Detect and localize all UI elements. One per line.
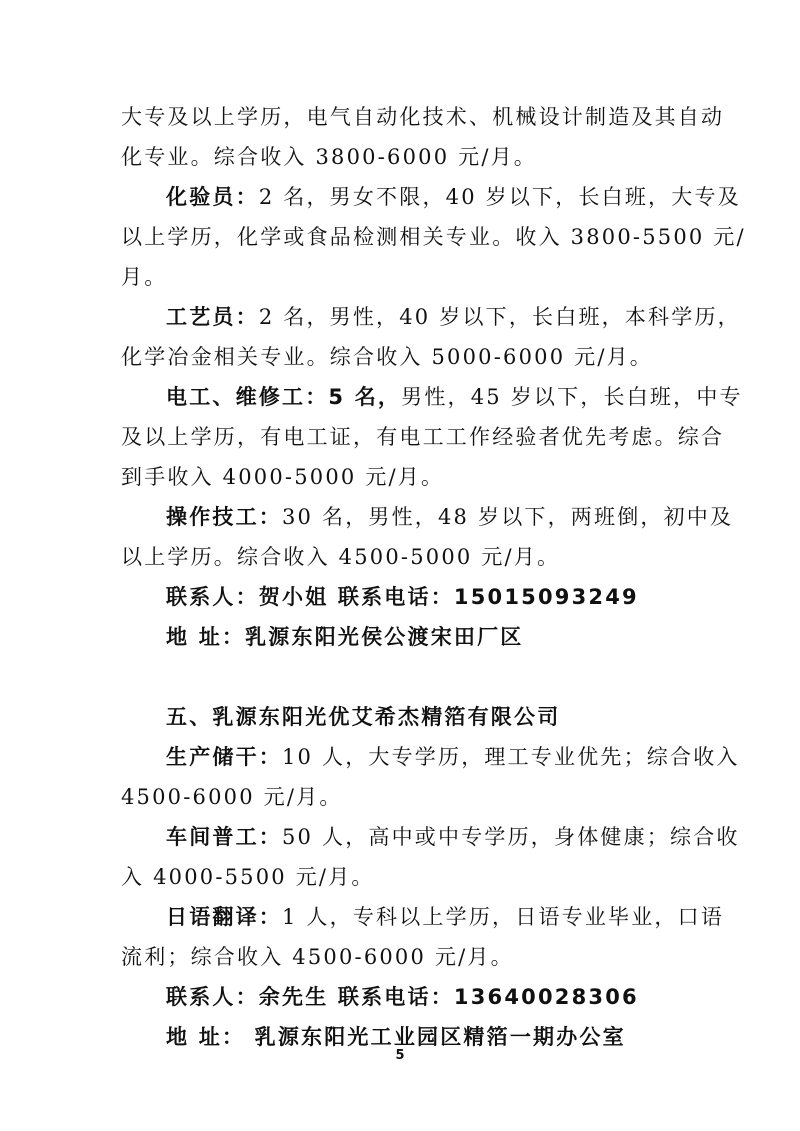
paragraph-line: 流利；综合收入 4500-6000 元/月。 — [121, 945, 514, 969]
paragraph-line: 大专及以上学历，电气自动化技术、机械设计制造及其自动 — [121, 105, 725, 129]
section-heading: 五、乳源东阳光优艾希杰精箔有限公司 — [166, 705, 561, 729]
job-diangong: 电工、维修工：5 名，男性，45 岁以下，长白班，中专 — [166, 385, 743, 409]
address-line: 地 址： 乳源东阳光工业园区精箔一期办公室 — [166, 1025, 626, 1049]
job-shengchanchugan: 生产储干：10 人，大专学历，理工专业优先；综合收入 — [166, 745, 740, 769]
paragraph-line: 化专业。综合收入 3800-6000 元/月。 — [121, 145, 538, 169]
paragraph-line: 化学冶金相关专业。综合收入 5000-6000 元/月。 — [121, 345, 654, 369]
paragraph-line: 以上学历。综合收入 4500-5000 元/月。 — [121, 545, 561, 569]
job-title: 车间普工： — [166, 825, 282, 849]
job-riyufanyi: 日语翻译：1 人，专科以上学历，日语专业毕业，口语 — [166, 905, 725, 929]
job-gongyiyuan: 工艺员：2 名，男性，40 岁以下，长白班，本科学历， — [166, 305, 741, 329]
job-title: 生产储干： — [166, 745, 282, 769]
job-huayanyuan: 化验员：2 名，男女不限，40 岁以下，长白班，大专及 — [166, 185, 741, 209]
paragraph-line: 到手收入 4000-5000 元/月。 — [121, 465, 445, 489]
paragraph-line: 入 4000-5500 元/月。 — [121, 865, 375, 889]
contact-line: 联系人：贺小姐 联系电话：15015093249 — [166, 585, 639, 609]
job-title: 化验员： — [166, 185, 259, 209]
job-title: 操作技工： — [166, 505, 282, 529]
page-number: 5 — [395, 1048, 405, 1063]
paragraph-line: 月。 — [121, 265, 168, 289]
job-title: 工艺员： — [166, 305, 259, 329]
paragraph-line: 4500-6000 元/月。 — [121, 785, 343, 809]
address-line: 地 址：乳源东阳光侯公渡宋田厂区 — [166, 625, 524, 649]
paragraph-line: 以上学历，化学或食品检测相关专业。收入 3800-5500 元/ — [121, 225, 746, 249]
job-chejianpugong: 车间普工：50 人，高中或中专学历，身体健康；综合收 — [166, 825, 740, 849]
contact-line: 联系人：余先生 联系电话：13640028306 — [166, 985, 639, 1009]
paragraph-line: 及以上学历，有电工证，有电工工作经验者优先考虑。综合 — [121, 425, 725, 449]
job-title: 日语翻译： — [166, 905, 282, 929]
job-caozuojigong: 操作技工：30 名，男性，48 岁以下，两班倒，初中及 — [166, 505, 734, 529]
job-title: 电工、维修工：5 名， — [166, 385, 402, 409]
